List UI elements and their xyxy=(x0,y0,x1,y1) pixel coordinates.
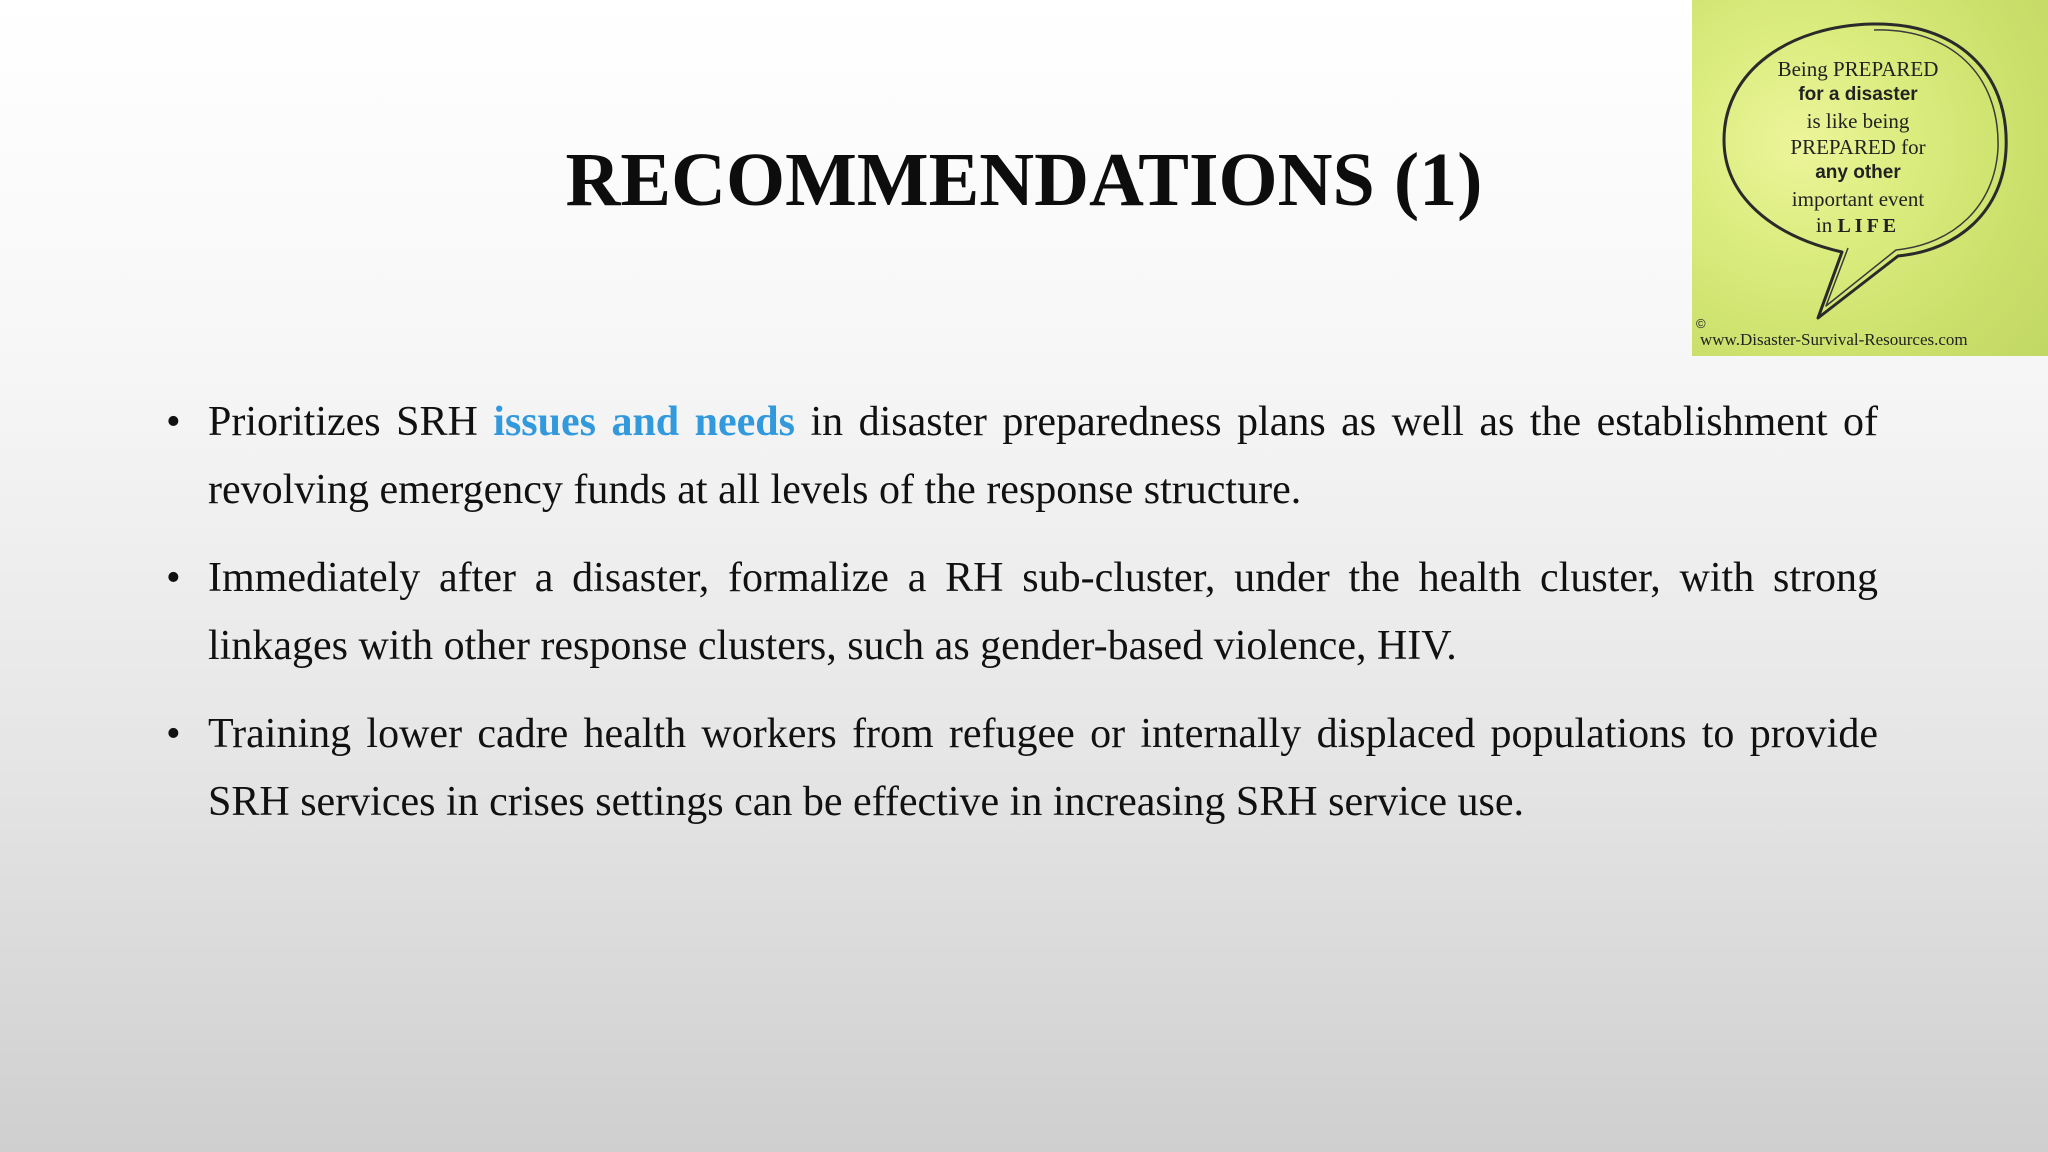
bullet-marker: • xyxy=(166,555,181,601)
sign-line-4: PREPARED for xyxy=(1790,135,1926,159)
highlighted-phrase: issues and needs xyxy=(493,399,795,445)
bullet-text: Immediately after a disaster, formalize a RH sub-cluster, under the health cluster, with strong linkages with other response clusters, such as gender-based violence, HIV. xyxy=(208,555,1878,669)
bullet-list xyxy=(166,388,1878,856)
bullet-marker: • xyxy=(166,399,181,445)
bullet-text-start: Prioritizes SRH xyxy=(208,399,494,445)
sign-line-7-prefix: in xyxy=(1815,213,1833,237)
sign-line-1: Being PREPARED xyxy=(1777,57,1939,81)
sign-line-5: any other xyxy=(1815,162,1901,183)
sign-life-word: LIFE xyxy=(1837,215,1901,237)
sign-line-6: important event xyxy=(1791,187,1925,211)
bullet-text: Training lower cadre health workers from refugee or internally displaced populations to provide SRH services in crises settings can be effective in increasing SRH service use. xyxy=(208,711,1878,825)
bullet-marker: • xyxy=(166,711,181,757)
sign-text xyxy=(1738,56,1978,239)
bullet-item-1 xyxy=(166,388,1878,524)
preparedness-sign-image xyxy=(1692,0,2048,356)
sign-url-text: www.Disaster-Survival-Resources.com xyxy=(1700,330,1968,349)
slide-title: RECOMMENDATIONS (1) xyxy=(565,138,1483,222)
sign-line-7 xyxy=(1738,212,1978,239)
bullet-item-3 xyxy=(166,700,1878,836)
sign-line-2: for a disaster xyxy=(1798,84,1918,105)
bullet-text-end: in disaster preparedness plans as well as the establishment of revolving emergency funds at all levels of the response structure. xyxy=(208,399,1879,513)
bullet-item-2 xyxy=(166,544,1878,680)
copyright-symbol: © xyxy=(1696,316,1706,331)
sign-line-3: is like being xyxy=(1806,109,1910,133)
